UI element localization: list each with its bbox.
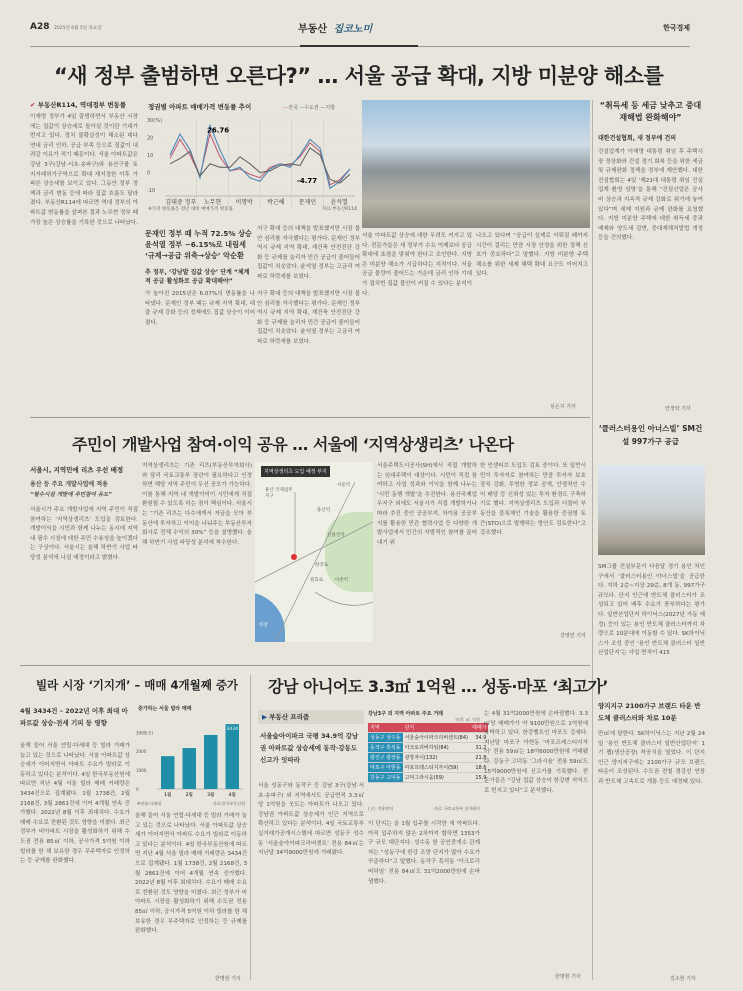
section-name: 부동산 [298, 24, 327, 35]
legend-region: 지방 [325, 105, 336, 111]
table-unit: 단위: ㎡, 억원 [455, 717, 480, 722]
right-mid-body: SM그룹 건설부문이 다음달 경기 용인 처인구에서 ‘클러스터용인 아너스빌’을 공급한다. 지하 2층~지상 29층, 8개 동, 997가구 규모다. 단지 인근에 반도체 클러스터가 조성되고 있어 배후 수요가 풍부하다는 평가다. 일반산업단지 하이닉스(2027년 가동 예정) 등이 있는 용인 반도체 클러스터까지 차량으로 10분대에 이동할 수 있다. SK하이닉스가 조성 중인 ‘용인 반도체 클러스터 일반산업단지’는 사업 면적이 415 [598, 564, 705, 657]
right-column-divider [592, 100, 593, 980]
top-col5-body: 나오고 있다며 “공급이 실제로 이뤄질 때까지 시간이 걸리는 만큼 시장 안정을 위한 정책 신호가 중요하다”고 말했다. 지방 미분양 주택 해소를 위한 세제 혜택 확대 요구도 이어지고 있다. [476, 233, 588, 278]
chart-title [148, 102, 251, 111]
top-col2-upper: 지구 확대 등의 대책을 발표했지만 시장 불안 심리를 자극했다는 평가다. 문재인 정부 역시 규제 지역 확대, 재건축 안전진단 강화 등 규제를 늘리자 민간 공급이 줄어들어 집값이 치솟았다. 윤석열 정부는 고금리 여파로 하락세를 보였다. [257, 226, 360, 280]
triangle-icon: ▶ [262, 713, 270, 721]
table-row [368, 733, 488, 743]
x-tick-label: 이명박 [235, 199, 253, 206]
bar-1월 [161, 756, 175, 789]
map-label: 이촌역 [335, 578, 349, 583]
mid-headline: 주민이 개발사업 참여·이익 공유 … 서울에 ‘지역상생리츠’ 나온다 [72, 435, 514, 454]
right-top-subhead: 대한건설협회, 새 정부에 건의 [598, 135, 677, 142]
y-tick-label: 20 [147, 135, 154, 142]
table-row [368, 743, 488, 753]
y-tick-label: 30(%) [147, 118, 163, 124]
map-title: 지역상생리츠 도입 예정 부지 [261, 466, 330, 477]
chart-subhead [145, 228, 255, 261]
section-title [298, 20, 372, 35]
gangnam-byline: 한명현 기자 [555, 974, 581, 980]
table-source: 자료: 국토교통부 실거래가 [433, 806, 480, 811]
table-cell: 아크로리버하임(84) [403, 743, 470, 753]
map-label: 용산역 [317, 508, 331, 513]
top-col3-lower: 지구 확대 등의 대책을 발표했지만 시장 불안 심리를 자극했다는 평가다. 문재인 정부 역시 규제 지역 확대, 재건축 안전진단 강화 등 규제를 늘리자 민간 공급이 줄어들어 집값이 치솟았다. 윤석열 정부는 고금리 여파로 하락세를 보였다. [257, 291, 360, 345]
right-top-byline: 안정락 기자 [665, 406, 691, 412]
column-divider [250, 675, 251, 980]
mid-col2-body: 지역상생리츠는 기존 리츠(부동산투자회사)와 달리 국토교통부 장관이 필요하다고 인정하면 해당 지역 주민이 우선 공모가 가능하다. 이를 통해 지역 내 개발이익이 시민에게 직접 환원될 수 있도록 하는 점이 핵심이다. 서울시는 “기존 리츠는 다수에게서 자금을 모아 부동산에 투자하고 이익을 나눠주는 부동산투자회사로 전체 수익의 30%” 등을 설명했다. 올해 하반기 사업 타당성 분석에 착수한다. [142, 463, 252, 546]
x-tick-label: 노무현 [203, 199, 222, 206]
section-brand: 집코노미 [333, 24, 373, 35]
legend-swatch: — [320, 105, 326, 111]
column-tag-text: 부동산 프리즘 [269, 713, 310, 721]
bar-chart-plot [135, 713, 247, 813]
mid-byline: 강영연 기자 [560, 633, 586, 639]
gangnam-body1: 서울 성동구와 동작구 등 강남 3구(강남·서초·송파구) 외 지역에서도 공급면적 3.3㎡당 1억원을 웃도는 아파트가 나오고 있다. 강남권 아파트값 상승세가 인근 지역으로 확산하고 있다는 분석이다. 4일 국토교통부 실거래가공개시스템에 따르면 성동구 성수동 ‘서울숲아이파크리버센트’ 전용 84㎡는 지난달 34억9000만원에 거래됐다. [258, 783, 364, 857]
y-tick-label: 0 [136, 787, 139, 792]
y-tick-label: -10 [147, 188, 156, 194]
y-tick-label: 1000 [136, 768, 147, 774]
mid-col3-body: 서울주택도시공사(SH)에서 직접 개발하는 임대주택이 대상이다. 시민이 직접 참여하고 사업 성과와 이익을 함께 나누는 ‘시민 동행 개발’을 추진한다. 용산국제업무지구 외에도 서울시가 직접 개발하거나 따라 추진 중인 공공부지, 차이용 공공부지를 활용한 민관 협력사업 등 다양한 개발사업에서 민간의 자발적인 참여를 끌어내기 위 [377, 463, 477, 546]
map-label: 한강 [259, 623, 268, 628]
x-tick-label: 윤석열 [330, 199, 348, 206]
x-tick-label: 박근혜 [267, 199, 285, 206]
bar-chart [135, 705, 247, 810]
gangnam-body3: 는 4월 31억2000만원에 손바뀜했다. 3.3㎡당 매매가가 약 9100만원으로 1억원에 육박하고 있다. 한강벨트인 마포도 강세다. 지난달 마포구 아현동 ‘마포프레스티지자이’ 전용 59㎡는 18억6000만원에 거래됐다. 강동구 고덕동 ‘그라시움’ 전용 59㎡도 15억9000만원에 신고가를 기록했다. 전문가들은 “강남 집값 상승이 한강변 지역으로 번지고 있다”고 분석했다. [484, 711, 588, 794]
table-cell: 강동구 고덕동 [368, 773, 403, 783]
chart-title-text: 정권별 아파트 매매가격 변동률 추이 [148, 103, 252, 111]
chart-source: 자료:부동산R114 [322, 207, 357, 212]
annotation-label: -4.77 [297, 177, 318, 185]
bar-chart-title: 증가하는 서울 빌라 매매 [138, 706, 192, 712]
location-map [255, 462, 373, 642]
mid-subhead: 용산 등 주요 개발사업에 적용 [30, 481, 108, 488]
legend-swatch: — [283, 105, 288, 111]
column-header: 단지 [403, 723, 470, 733]
table-cell: 31.2 [470, 743, 489, 753]
map-label: 원효로 [310, 578, 324, 583]
x-tick-label: 김대중 정부 [165, 199, 197, 206]
x-tick-label: 2월 [185, 793, 193, 798]
subhead-line: 윤석열 정부 −6.15%로 내림세 [145, 240, 246, 249]
annotation-label: 26.76 [207, 126, 230, 135]
right-top-headline: “취득세 등 세금 낮추고 중대재해법 완화해야” [599, 101, 702, 122]
check-icon: ✔ [30, 101, 38, 109]
villa-body-left: 올해 들어 서울 연립·다세대 등 빌라 거래가 늘고 있는 것으로 나타났다. 서울 아파트값 상승세가 이어지면서 아파트 수요가 빌라로 이동하고 있다는 분석이다. 4일 한국부동산원에 따르면 지난 4월 서울 빌라 매매 거래량은 3434건으로 집계됐다. 1월 1738건, 2월 2168건, 3월 2861건에 이어 4개월 연속 증가했다. 2022년 8월 이후 최대치다. 수요가 매매 수요로 전환된 것도 영향을 미쳤다. 최근 정부가 비아파트 시장을 활성화하기 위해 수도권 전용 85㎡ 이하, 공시가격 5억원 이하 빌라를 한 채 보유한 경우 무주택자로 인정하는 등 규제를 완화했다. [20, 743, 130, 865]
line-chart [145, 100, 360, 218]
page-header [30, 18, 690, 40]
top-left-body: 이재명 정부가 4일 출범하면서 부동산 시장에는 집값이 상승세로 돌아설 것이란 기대가 번지고 있다. 정치 불확실성이 해소된 데다 연내 금리 인하, 공급 부족 등으로 집값이 내려갈 이유가 적기 때문이다. 서울 아파트값은 강남 3구(강남·서초·송파구)와 용산구를 토지거래허가구역으로 확대 재지정한 이후 가파른 상승세를 보이고 있다. 그동안 정부 정책과 금리 변동 등에 따라 집값 흐름도 달라졌다. 부동산R114에 따르면 역대 정부의 아파트값 변동률을 살펴본 결과 노무현 정부 때 가장 높은 상승률을 기록한 것으로 나타났다. [30, 114, 138, 226]
bar-4월 [226, 724, 240, 789]
deals-table [368, 710, 487, 811]
apartment-skyline-photo [362, 100, 590, 228]
villa-body-right: 올해 들어 서울 연립·다세대 등 빌라 거래가 늘고 있는 것으로 나타났다. 서울 아파트값 상승세가 이어지면서 아파트 수요가 빌라로 이동하고 있다는 분석이다. 4일 한국부동산원에 따르면 지난 4월 서울 빌라 매매 거래량은 3434건으로 집계됐다. 1월 1738건, 2월 2168건, 3월 2861건에 이어 4개월 연속 증가했다. 2022년 8월 이후 최대치다. 수요가 매매 수요로 전환된 것도 영향을 미쳤다. 최근 정부가 비아파트 시장을 활성화하기 위해 수도권 전용 85㎡ 이하, 공시가격 5억원 이하 빌라를 한 채 보유한 경우 무주택자로 인정하는 등 규제를 완화했다. [135, 813, 247, 935]
section-divider [30, 417, 590, 418]
mid-quote: “필수시설 개발에 주민참여 유도” [30, 492, 112, 498]
chart-legend [283, 104, 335, 111]
table-cell: 마포프레스티지자이(59) [403, 763, 470, 773]
mid-col4-body: 한 인센티브 도입도 검토 중이다. 또 일반시민이 투자자로 참여하는 만큼 투자자 보호장치 강화, 투명한 정보 공개, 안정적인 수익 배당 등 신뢰성 있는 투자 환경도 구축하기로 했다. 지역상생리츠 도입과 더불어 부동산을 블록체인 기술을 활용한 증권형 토큰(STO)으로 발행하는 방안도 검토한다”고 강조했다. [480, 463, 586, 537]
right-mid-headline: ‘클러스터용인 아너스빌’ SM건설 997가구 공급 [598, 424, 703, 446]
table-row [368, 763, 488, 773]
section-underline [300, 45, 418, 47]
subhead-line: 문재인 정부 때 누적 72.5% 상승 [145, 229, 252, 238]
y-tick-label: 3000(건) [136, 730, 154, 736]
table-cell: 성동구 성수동 [368, 733, 403, 743]
table-cell: 광장자이(132) [403, 753, 470, 763]
table-cell: 동작구 흑석동 [368, 743, 403, 753]
villa-subhead: 4월 3434건 – 2022년 이후 최대 아파트값 상승·전세 기피 등 영향 [20, 707, 128, 727]
legend-national: 전국 [288, 105, 298, 111]
table-cell: 18.6 [470, 763, 489, 773]
y-tick-label: 2000 [136, 749, 147, 755]
table-header-row [368, 723, 488, 733]
table-note: ( )는 전용면적 [368, 806, 393, 811]
table-cell: 서울숲아이파크리버센트(84) [403, 733, 470, 743]
x-tick-label: 4월 [228, 793, 236, 798]
table-cell: 고덕그라시움(59) [403, 773, 470, 783]
x-tick-label: 1월 [164, 793, 172, 798]
bar-3월 [204, 735, 218, 789]
top-headline: “새 정부 출범하면 오른다?” … 서울 공급 확대, 지방 미분양 해소를 [54, 64, 664, 88]
gangnam-headline: 강남 아니어도 3.3㎡ 1억원 … 성동·마포 ‘최고가’ [268, 677, 608, 696]
column-header: 지역 [368, 723, 403, 733]
subhead-line: ‘규제→공급 위축→상승’ 악순환 [145, 251, 244, 260]
top-subhead2: 추 정부, ‘강남발 집값 상승’ 단계 “체계적 공급 활성화로 공급 확대해야” [145, 269, 250, 285]
table-cell: 34.9 [470, 733, 489, 743]
page-number: A28 [30, 22, 50, 32]
line-chart-plot [145, 112, 360, 217]
right-top-body: 건설업계가 이재명 대통령 취임 후 주택시장 정상화와 건설 경기 회복 등을 위한 세금 및 규제완화 정책을 정부에 제안했다. 대한건설협회는 4일 ‘제21대 대통령 취임 건설업계 환영 성명’을 통해 “건설산업은 공사비 상승과 지속적 규제 강화로 위기에 놓여 있다”며 세제 지원과 규제 완화를 요청했다. 지방 미분양 주택에 대한 취득세 중과 배제와 양도세 감면, 중대재해처벌법 개정 등을 건의했다. [598, 149, 703, 242]
map-label: 신용산역 [327, 533, 345, 538]
right-mid-byline: 김소현 기자 [670, 976, 696, 982]
top-byline: 심은지 기자 [550, 404, 576, 410]
mid-kicker: 서울시, 지역민에 리츠 우선 배정 [30, 466, 124, 474]
kicker-text: 부동산R114, 역대정부 변동률 [37, 101, 127, 109]
table-cell: 15.9 [470, 773, 489, 783]
villa-byline: 한명현 기자 [215, 976, 241, 982]
table-title: 강남3구 외 지역 아파트 주요 거래 [368, 711, 443, 717]
table-cell: 마포구 아현동 [368, 763, 403, 773]
bar-2월 [183, 748, 197, 789]
table-cell: 21.8 [470, 753, 489, 763]
x-tick-label: 문재인 [298, 199, 317, 206]
legend-capital: 수도권 [304, 105, 319, 111]
right-mid-headline2: 양지지구 2100가구 브랜드 타운 반도체 클러스터와 차로 10분 [598, 702, 701, 722]
x-tick-label: 3월 [207, 793, 215, 798]
top-kicker [30, 100, 126, 109]
mid-col1-body: 서울시가 주요 개발사업에 지역 주민이 직접 참여하는 ‘지역상생리츠’ 도입을 검토한다. 개발이익을 시민과 함께 나누는 동시에 지역 내 필수 시설에 대한 주민 수용성을 높이겠다는 구상이다. 서울시는 올해 하반기 사업 타당성 분석에 나설 예정이라고 밝혔다. [30, 507, 138, 561]
gangnam-subhead: 서울숲아이파크 국평 34.9억 강남권 아파트값 상승세에 동작·강동도 신고가 잇따라 [260, 732, 359, 764]
map-roads [255, 462, 373, 642]
map-label: 서울역 [337, 483, 351, 488]
top-col4-body: 서울 아파트값 상승에 대한 우려도 커지고 있다. 전문가들은 새 정부가 수요 억제보다 공급 확대에 초점을 맞춰야 한다고 조언한다. 지방은 미분양 해소가 시급하다는 지적이다. 서울 공급 물량이 줄어드는 가운데 금리 인하 기대가 겹치면 집값 불안이 커질 수 있다는 분석이다. [362, 233, 472, 297]
section-divider [20, 665, 590, 666]
table-row [368, 773, 488, 783]
table-cell: 광진구 광장동 [368, 753, 403, 763]
chart-note: ※가격 변동률은 전년 대비 매매가격 변동률 [148, 207, 233, 212]
deals-table-grid [368, 723, 488, 783]
legend-swatch: — [299, 105, 305, 111]
gangnam-body2: 이 단지는 올 1월 입주를 시작한 새 아파트다. 아직 입주하지 않은 2차까지 합하면 1353가구 규모 대단지다. 성수동 한 공인중개소 관계자는 “성동구에 한강 조망 단지가 많아 수요가 꾸준하다”고 말했다. 동작구 흑석동 ‘아크로리버하임’ 전용 84㎡도 31억2000만원에 손바뀜했다. [368, 821, 480, 885]
map-label: 용산 국제업무지구 [265, 488, 293, 499]
villa-headline: 빌라 시장 ‘기지개’ – 매매 4개월째 증가 [36, 678, 239, 692]
newspaper-logo: 한국경제 [662, 24, 690, 32]
bar-chart-source: 자료:한국부동산원 [212, 801, 245, 806]
table-row [368, 753, 488, 763]
bar-value-label: 3434 [226, 727, 238, 733]
column-tag [258, 710, 364, 724]
top-col2-lower: 가 높아진 2015년은 6.07%의 변동률을 나타냈다. 문재인 정부 때는 규제 지역 확대, 대출 규제 강화 등의 정책에도 집값 상승이 이어졌다. [145, 291, 255, 326]
map-label: 한강로 [315, 563, 329, 568]
issue-date: 2025년 6월 5일 목요일 [54, 26, 102, 31]
right-mid-body2: 만㎡에 달한다. SK하이닉스는 지난 2월 24일 ‘용인 반도체 클러스터 일반산업단지’ 1기 팹(생산공장) 착공식을 열었다. 이 단지 인근 양지지구에는 2100가구 규모 브랜드 타운이 조성된다. 수도권 전철 경강선 연장과 반도체 고속도로 개통 등도 예정돼 있다. [598, 731, 705, 785]
y-tick-label: 0 [147, 170, 151, 177]
bar-chart-note: ※연립·다세대 [137, 801, 161, 806]
column-header: 매매가 [471, 725, 487, 731]
apartment-rendering-photo [598, 465, 705, 555]
y-tick-label: 10 [147, 153, 154, 159]
